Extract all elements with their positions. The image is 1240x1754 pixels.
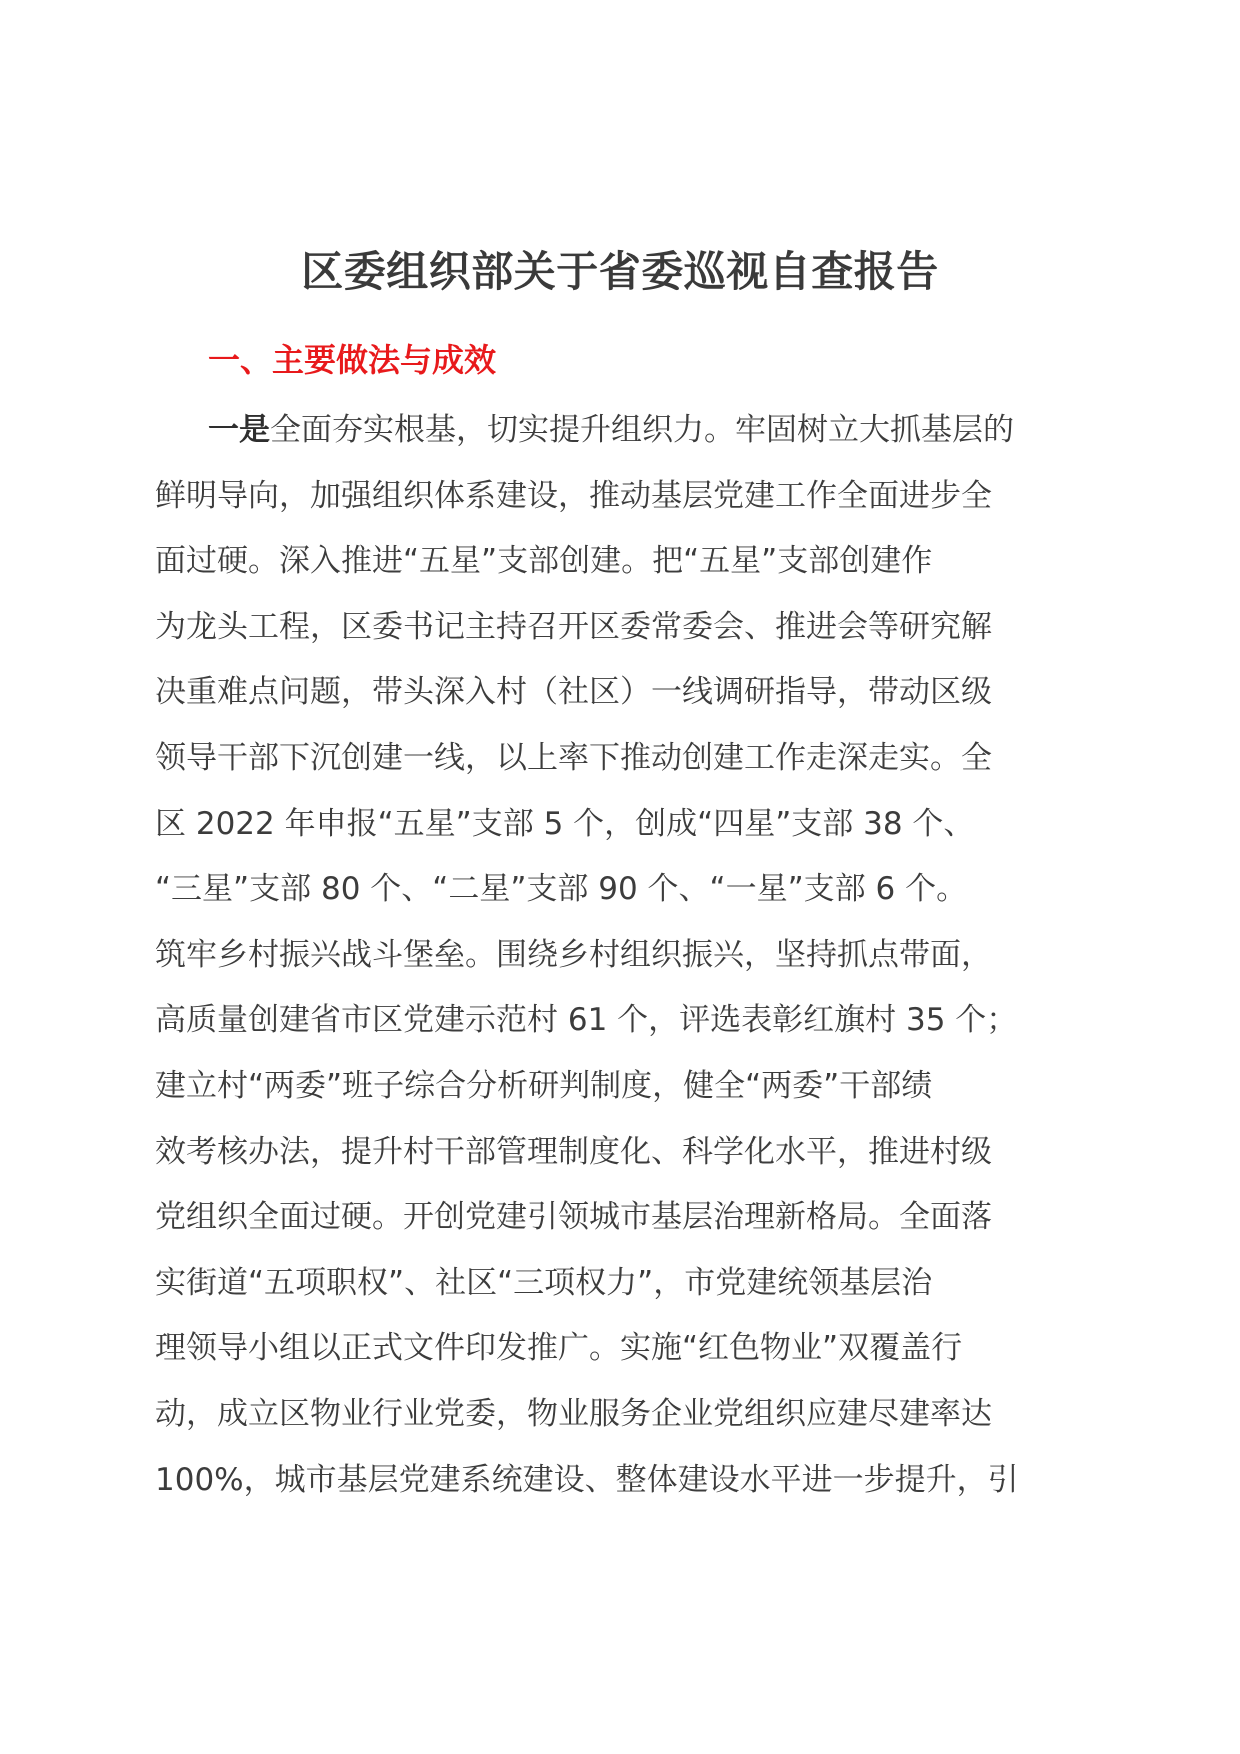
paragraph-line: 理领导小组以正式文件印发推广。实施“红色物业”双覆盖行 bbox=[155, 1330, 963, 1367]
paragraph-line: 100%，城市基层党建系统建设、整体建设水平进一步提升，引 bbox=[155, 1461, 1019, 1498]
paragraph-line bbox=[155, 404, 1105, 470]
paragraph-line: 区 2022 年申报“五星”支部 5 个，创成“四星”支部 38 个、 bbox=[155, 805, 975, 842]
paragraph-line: 实街道“五项职权”、社区“三项权力”，市党建统领基层治 bbox=[155, 1264, 933, 1301]
body-paragraph bbox=[155, 404, 1105, 1519]
paragraph-line: 领导干部下沉创建一线，以上率下推动创建工作走深走实。全 bbox=[155, 739, 992, 776]
paragraph-line: 决重难点问题，带头深入村（社区）一线调研指导，带动区级 bbox=[155, 674, 992, 711]
paragraph-line: 建立村“两委”班子综合分析研判制度，健全“两委”干部绩 bbox=[155, 1067, 933, 1104]
paragraph-line-text: 全面夯实根基，切实提升组织力。牢固树立大抓基层的 bbox=[270, 412, 1014, 448]
paragraph-line: 筑牢乡村振兴战斗堡垒。围绕乡村组织振兴，坚持抓点带面， bbox=[155, 936, 992, 973]
paragraph-line: 效考核办法，提升村干部管理制度化、科学化水平，推进村级 bbox=[155, 1133, 992, 1170]
paragraph-line: 鲜明导向，加强组织体系建设，推动基层党建工作全面进步全 bbox=[155, 477, 992, 514]
paragraph-lead: 一是 bbox=[208, 412, 270, 448]
paragraph-line: 高质量创建省市区党建示范村 61 个，评选表彰红旗村 35 个； bbox=[155, 1002, 1018, 1039]
paragraph-line: 党组织全面过硬。开创党建引领城市基层治理新格局。全面落 bbox=[155, 1199, 992, 1236]
paragraph-line: 动，成立区物业行业党委，物业服务企业党组织应建尽建率达 bbox=[155, 1395, 992, 1432]
paragraph-line: 为龙头工程，区委书记主持召开区委常委会、推进会等研究解 bbox=[155, 608, 992, 645]
paragraph-line: 面过硬。深入推进“五星”支部创建。把“五星”支部创建作 bbox=[155, 543, 933, 580]
paragraph-line: “三星”支部 80 个、“二星”支部 90 个、“一星”支部 6 个。 bbox=[155, 871, 968, 908]
document-title: 区委组织部关于省委巡视自查报告 bbox=[301, 247, 939, 296]
section-heading: 一、主要做法与成效 bbox=[208, 341, 497, 379]
